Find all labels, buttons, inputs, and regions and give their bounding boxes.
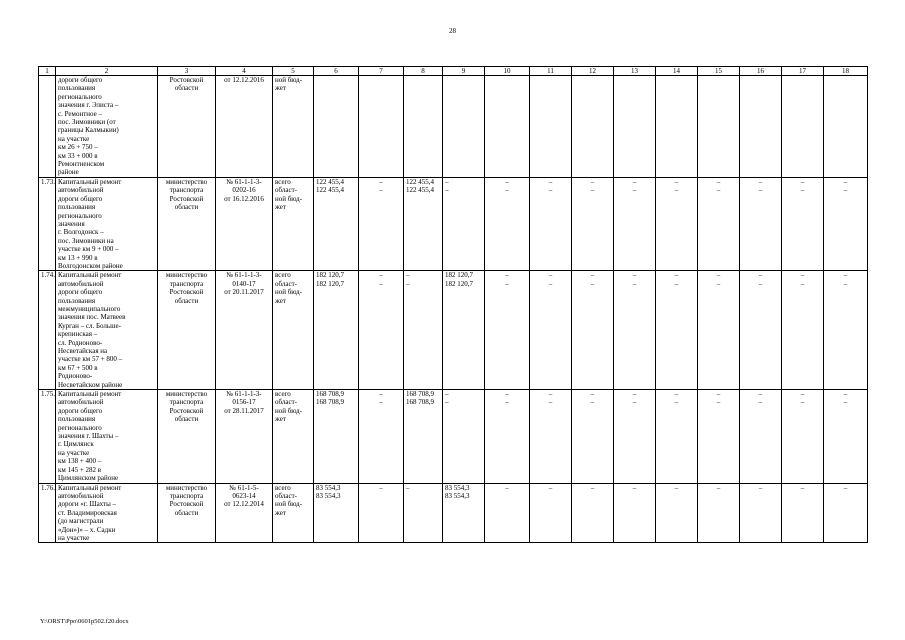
value-cell	[824, 271, 868, 390]
value: 182 120,7	[445, 271, 473, 280]
row-number: 1.76.	[39, 483, 56, 543]
value: –	[445, 186, 449, 195]
program-table	[38, 66, 868, 543]
value: 182 120,7	[316, 271, 344, 280]
value	[487, 492, 527, 500]
column-number: 13	[614, 67, 656, 76]
file-path-footer: Y:\ORST\Ppo\0601p502.f20.docx	[40, 618, 129, 625]
column-number: 10	[485, 67, 530, 76]
value: –	[379, 186, 383, 195]
value: 83 554,3	[445, 491, 470, 500]
value: –	[548, 271, 553, 280]
value-cell	[614, 390, 656, 483]
value: 182 120,7	[316, 279, 344, 288]
value-cell	[656, 390, 698, 483]
value-cell	[824, 177, 868, 270]
value-cell	[314, 76, 359, 178]
value-cell	[614, 271, 656, 390]
value: –	[716, 279, 721, 288]
value: –	[590, 186, 595, 195]
value-cell	[782, 177, 824, 270]
value: –	[716, 186, 721, 195]
table-row	[39, 76, 868, 178]
value: –	[632, 177, 637, 186]
value: –	[548, 390, 553, 399]
value-cell	[782, 271, 824, 390]
value-cell	[530, 271, 572, 390]
value-cell	[359, 271, 404, 390]
value-cell	[443, 483, 485, 543]
customer: министерство транспорта Ростовской области	[158, 271, 216, 390]
column-number: 1	[39, 67, 56, 76]
value-cell	[404, 390, 443, 483]
value-cell	[614, 76, 656, 178]
value-cell	[359, 483, 404, 543]
value-cell	[314, 177, 359, 270]
value: –	[716, 177, 721, 186]
value-cell	[314, 271, 359, 390]
value-cell	[404, 271, 443, 390]
value-cell	[656, 76, 698, 178]
funding-source-entry: всего	[275, 390, 291, 399]
contract-details: от 12.12.2016	[216, 76, 273, 178]
funding-source	[273, 271, 314, 390]
value	[742, 492, 779, 500]
column-number: 16	[740, 67, 782, 76]
value	[361, 492, 401, 500]
value: –	[674, 483, 679, 492]
value-cell	[530, 390, 572, 483]
value: 83 554,3	[316, 483, 341, 492]
object-name: Капитальный ремонт автомобильной дороги общего пользования межмуниципального значения пос. Матвеев Курган – сл. Больше- крепинская – сл. Родионово- Несветайская на участке км 57 + 800 – км 67 + 500 в Родионово- Несветайском районе	[56, 271, 158, 390]
value: –	[590, 177, 595, 186]
value-cell	[572, 390, 614, 483]
value: –	[505, 390, 509, 399]
value: –	[505, 279, 509, 288]
value-cell	[782, 76, 824, 178]
value-cell	[314, 390, 359, 483]
customer: министерство транспорта Ростовской области	[158, 177, 216, 270]
funding-source-entry: ной бюд- жет	[275, 76, 303, 93]
value-cell	[404, 483, 443, 543]
value: 83 554,3	[445, 483, 470, 492]
column-number: 18	[824, 67, 868, 76]
value: –	[843, 177, 848, 186]
column-number: 15	[698, 67, 740, 76]
value-cell	[572, 177, 614, 270]
column-number: 14	[656, 67, 698, 76]
table-row	[39, 390, 868, 483]
value	[826, 492, 865, 500]
value: 168 708,9	[406, 390, 434, 399]
value-cell	[656, 271, 698, 390]
value-cell	[485, 271, 530, 390]
value: –	[758, 398, 763, 407]
customer: Ростовской области	[158, 76, 216, 178]
column-number: 4	[216, 67, 273, 76]
value-cell	[404, 177, 443, 270]
value-cell	[485, 76, 530, 178]
value-cell	[314, 483, 359, 543]
value	[700, 492, 737, 500]
value: 122 455,4	[406, 177, 434, 186]
value	[574, 492, 611, 500]
value: –	[632, 279, 637, 288]
value-cell	[824, 390, 868, 483]
value: –	[590, 483, 595, 492]
value	[616, 492, 653, 500]
value: –	[758, 271, 763, 280]
value-cell	[359, 177, 404, 270]
value: –	[379, 390, 383, 399]
value: 168 708,9	[406, 398, 434, 407]
value	[784, 492, 821, 500]
value-cell	[572, 483, 614, 543]
row-number	[39, 76, 56, 178]
customer: министерство транспорта Ростовской области	[158, 483, 216, 543]
column-number: 9	[443, 67, 485, 76]
value-cell	[572, 76, 614, 178]
value: –	[674, 186, 679, 195]
value: –	[505, 398, 509, 407]
column-number: 6	[314, 67, 359, 76]
value: –	[674, 390, 679, 399]
column-number: 5	[273, 67, 314, 76]
value-cell	[443, 390, 485, 483]
object-name: Капитальный ремонт автомобильной дороги «г. Шахты – ст. Владимировская (до магистрали «Дон»)» – х. Садки на участке	[56, 483, 158, 543]
value: –	[590, 271, 595, 280]
value-cell	[530, 483, 572, 543]
value: –	[800, 186, 805, 195]
value-cell	[485, 177, 530, 270]
value: 168 708,9	[316, 398, 344, 407]
value-cell	[530, 177, 572, 270]
value-cell	[740, 390, 782, 483]
value-cell	[614, 483, 656, 543]
value-cell	[740, 483, 782, 543]
column-number: 17	[782, 67, 824, 76]
value: –	[800, 483, 805, 492]
page-number: 28	[449, 27, 456, 35]
value: –	[548, 279, 553, 288]
value: 122 455,4	[406, 186, 434, 195]
value-cell	[740, 76, 782, 178]
value: –	[632, 483, 637, 492]
object-name: Капитальный ремонт автомобильной дороги общего пользования регионального значения г. Волгодонск – пос. Зимовники на участке км 9 + 000 – км 13 + 990 в Волгодонском районе	[56, 177, 158, 270]
funding-source	[273, 390, 314, 483]
value: –	[800, 271, 805, 280]
value: –	[674, 398, 679, 407]
value-cell	[485, 483, 530, 543]
table-row	[39, 483, 868, 543]
value: –	[843, 186, 848, 195]
column-number: 8	[404, 67, 443, 76]
value-cell	[740, 177, 782, 270]
value: –	[843, 279, 848, 288]
funding-source-entry: всего	[275, 271, 291, 280]
row-number: 1.73.	[39, 177, 56, 270]
value: –	[800, 177, 805, 186]
value-cell	[656, 483, 698, 543]
value: –	[379, 177, 383, 186]
value: –	[379, 483, 383, 492]
column-number: 11	[530, 67, 572, 76]
value: –	[758, 186, 763, 195]
value: –	[548, 483, 553, 492]
value-cell	[698, 390, 740, 483]
funding-source-entry: всего	[275, 483, 291, 492]
table-row	[39, 177, 868, 270]
value: –	[800, 390, 805, 399]
table-row	[39, 271, 868, 390]
value-cell	[443, 76, 485, 178]
value-cell	[404, 76, 443, 178]
value: –	[758, 390, 763, 399]
value: –	[590, 398, 595, 407]
funding-source-entry: област- ной бюд- жет	[275, 279, 303, 305]
column-number-row	[39, 67, 868, 76]
value: –	[674, 177, 679, 186]
customer: министерство транспорта Ростовской области	[158, 390, 216, 483]
contract-details: № 61-1-1-3- 0156-17 от 28.11.2017	[216, 390, 273, 483]
value: –	[548, 186, 553, 195]
value	[532, 492, 569, 500]
value: –	[548, 177, 553, 186]
value: –	[379, 271, 383, 280]
value-cell	[359, 76, 404, 178]
contract-details: № 61-1-1-3- 0140-17 от 20.11.2017	[216, 271, 273, 390]
value: –	[632, 390, 637, 399]
value: –	[758, 177, 763, 186]
value: 122 455,4	[316, 177, 344, 186]
value: –	[758, 279, 763, 288]
object-name: дороги общего пользования регионального значения г. Элиста – с. Ремонтное – пос. Зимовники (от границы Калмыкии) на участке км 26 + 750 – км 33 + 000 в Ремонтненском районе	[56, 76, 158, 178]
value	[406, 492, 440, 500]
value: –	[843, 271, 848, 280]
value-cell	[443, 271, 485, 390]
funding-source	[273, 177, 314, 270]
value-cell	[443, 177, 485, 270]
value: –	[379, 279, 383, 288]
contract-details: № 61-1-5- 0623-14 от 12.12.2014	[216, 483, 273, 543]
value: –	[590, 390, 595, 399]
value: –	[632, 271, 637, 280]
value: –	[800, 279, 805, 288]
value: –	[716, 390, 721, 399]
column-number: 2	[56, 67, 158, 76]
contract-details: № 61-1-1-3- 0202-16 от 16.12.2016	[216, 177, 273, 270]
value-cell	[698, 271, 740, 390]
value: –	[505, 271, 509, 280]
value-cell	[572, 271, 614, 390]
value-cell	[485, 390, 530, 483]
row-number: 1.74.	[39, 271, 56, 390]
value-cell	[698, 483, 740, 543]
value-cell	[824, 76, 868, 178]
column-number: 12	[572, 67, 614, 76]
value: –	[406, 271, 410, 280]
funding-source-entry: всего	[275, 177, 291, 186]
funding-source	[273, 483, 314, 543]
funding-source-entry: област- ной бюд- жет	[275, 398, 303, 424]
value: –	[445, 390, 449, 399]
value: 182 120,7	[445, 279, 473, 288]
value: –	[674, 279, 679, 288]
funding-source-entry: област- ной бюд- жет	[275, 491, 303, 517]
value-cell	[824, 483, 868, 543]
funding-source	[273, 76, 314, 178]
value	[658, 492, 695, 500]
value-cell	[698, 76, 740, 178]
value: –	[843, 398, 848, 407]
value-cell	[530, 76, 572, 178]
value-cell	[698, 177, 740, 270]
value: –	[505, 186, 509, 195]
value-cell	[782, 390, 824, 483]
value: –	[843, 390, 848, 399]
value-cell	[656, 177, 698, 270]
value: –	[716, 398, 721, 407]
value: –	[632, 398, 637, 407]
value: –	[406, 483, 410, 492]
value: –	[505, 177, 509, 186]
value: –	[716, 271, 721, 280]
value: 83 554,3	[316, 491, 341, 500]
value-cell	[740, 271, 782, 390]
value: –	[445, 398, 449, 407]
value: –	[445, 177, 449, 186]
value-cell	[614, 177, 656, 270]
value: –	[800, 398, 805, 407]
value: –	[716, 483, 721, 492]
value: –	[379, 398, 383, 407]
value: 122 455,4	[316, 186, 344, 195]
value-cell	[782, 483, 824, 543]
column-number: 7	[359, 67, 404, 76]
value: –	[758, 483, 763, 492]
value: –	[590, 279, 595, 288]
column-number: 3	[158, 67, 216, 76]
object-name: Капитальный ремонт автомобильной дороги общего пользования регионального значения г. Шахты – г. Цимлянск на участке км 138 + 400 – км 145 + 282 в Цимлянском районе	[56, 390, 158, 483]
value: 168 708,9	[316, 390, 344, 399]
value: –	[548, 398, 553, 407]
value-cell	[359, 390, 404, 483]
value: –	[843, 483, 848, 492]
value: –	[406, 279, 410, 288]
funding-source-entry: област- ной бюд- жет	[275, 186, 303, 212]
value: –	[674, 271, 679, 280]
value: –	[505, 483, 509, 492]
value: –	[632, 186, 637, 195]
row-number: 1.75.	[39, 390, 56, 483]
